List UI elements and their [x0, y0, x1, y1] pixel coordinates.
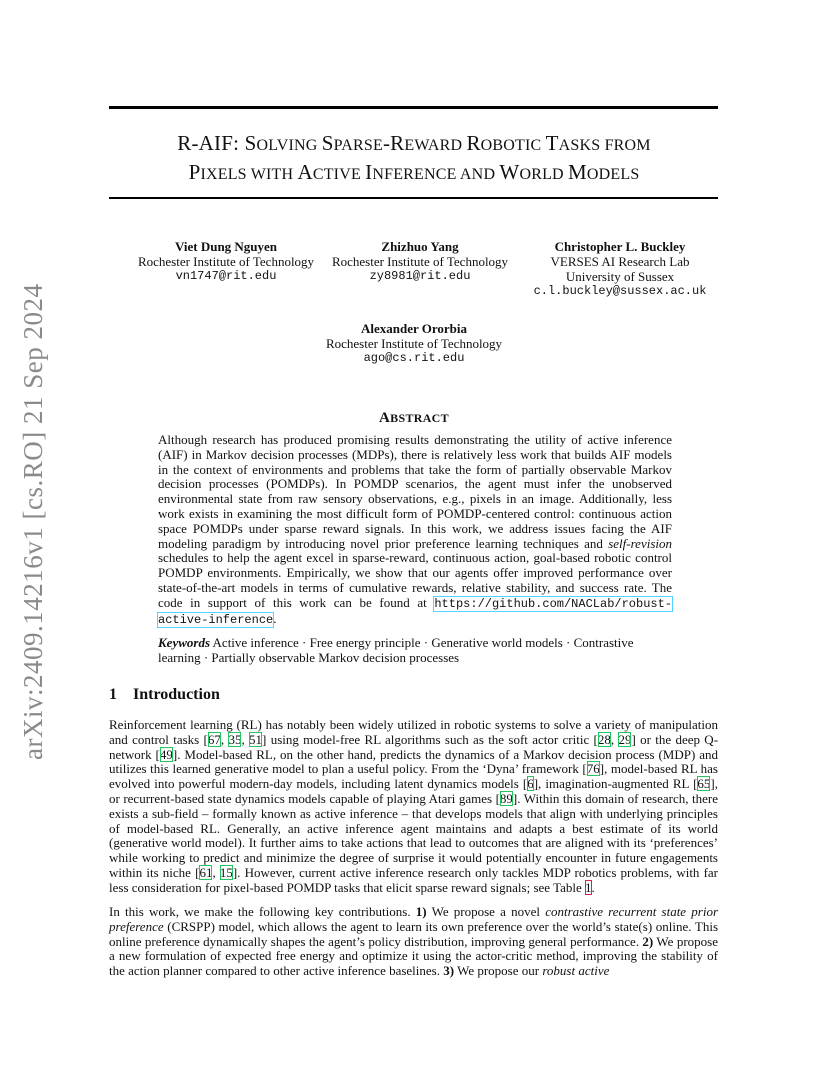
keywords [158, 635, 672, 665]
arxiv-identifier-stamp: arXiv:2409.14216v1 [cs.RO] 21 Sep 2024 [18, 283, 48, 760]
author-block [320, 239, 520, 284]
author-name: Zhizhuo Yang [381, 239, 459, 254]
citation-link[interactable]: 51 [249, 731, 263, 747]
title-line-2: PIXELS WITH ACTIVE INFERENCE AND WORLD MODELS [188, 160, 640, 184]
table-reference-link[interactable]: 1 [585, 879, 592, 895]
author-name: Alexander Ororbia [360, 321, 468, 336]
author-affiliation: Rochester Institute of Technology [325, 336, 503, 351]
author-name: Viet Dung Nguyen [174, 239, 278, 254]
citation-link[interactable]: 76 [586, 761, 600, 777]
citation-link[interactable]: 49 [159, 746, 173, 762]
author-block [110, 239, 342, 284]
author-email[interactable]: vn1747@rit.edu [175, 269, 277, 283]
section-heading: 1 Introduction [109, 686, 220, 703]
citation-link[interactable]: 6 [527, 776, 534, 792]
citation-link[interactable]: 61 [199, 864, 213, 880]
author-block [520, 239, 720, 299]
code-repo-link[interactable]: https://github.com/NACLab/robust-active-inference [158, 596, 672, 627]
author-email[interactable]: ago@cs.rit.edu [363, 351, 465, 365]
abstract-heading: ABSTRACT [379, 410, 449, 426]
author-affiliation: University of Sussex [565, 269, 675, 284]
citation-link[interactable]: 15 [219, 864, 233, 880]
citation-link[interactable]: 89 [499, 790, 513, 806]
author-affiliation: Rochester Institute of Technology [137, 254, 315, 269]
title-top-rule [109, 106, 718, 109]
author-affiliation: VERSES AI Research Lab [550, 254, 690, 269]
citation-link[interactable]: 67 [207, 731, 221, 747]
keywords-label: Keywords [158, 635, 210, 650]
keywords-list: Active inference · Free energy principle · Generative world models · Contrastive learning · Partially observable Markov decision processes [158, 635, 634, 665]
citation-link[interactable]: 29 [618, 731, 632, 747]
citation-link[interactable]: 65 [697, 776, 711, 792]
title-line-1: R-AIF: SOLVING SPARSE-REWARD ROBOTIC TASKS FROM [177, 131, 651, 155]
author-affiliation: Rochester Institute of Technology [331, 254, 509, 269]
citation-link[interactable]: 35 [228, 731, 242, 747]
author-email[interactable]: c.l.buckley@sussex.ac.uk [533, 284, 707, 298]
author-block [300, 321, 528, 366]
author-name: Christopher L. Buckley [554, 239, 686, 254]
title-bottom-rule [109, 197, 718, 199]
author-email[interactable]: zy8981@rit.edu [369, 269, 471, 283]
citation-link[interactable]: 28 [597, 731, 611, 747]
intro-paragraph-2: In this work, we make the following key contributions. 1) We propose a novel contrastive recurrent state prior preference (CRSPP) model, which allows the agent to learn its own preference over the world’s state(s) online. This online preference dynamically shapes the agent’s policy distribution, improving general performance. 2) We propose a new formulation of expected free energy and optimize it using the actor-critic method, improving the stability of the action planner compared to other active inference baselines. 3) We propose our robust active [109, 904, 719, 979]
intro-paragraph-1: Reinforcement learning (RL) has notably been widely utilized in robotic systems to solve a variety of manipulation and control tasks [67, 35, 51] using model-free RL algorithms such as the soft actor critic [28, 29] or the deep Q-network [49]. Model-based RL, on the other hand, predicts the dynamics of a Markov decision process (MDP) and utilizes this learned generative model to plan a useful policy. From the ‘Dyna’ framework [76], model-based RL has evolved into powerful modern-day models, including latent dynamics models [6], imagination-augmented RL [65], or recurrent-based state dynamics models capable of playing Atari games [89]. Within this domain of research, there exists a sub-field – formally known as active inference – that develops models that align with underlying principles of model-based RL. Generally, an active inference agent maintains and adapts a best estimate of its world (generative world model). It further aims to take actions that lead to outcomes that are aligned with its ‘preferences’ while working to predict and minimize the degree of surprise it would potentially encounter in future engagements within its niche [61, 15]. However, current active inference research only tackles MDP robotics problems, with far less consideration for pixel-based POMDP tasks that elicit sparse reward signals; see Table 1. [109, 717, 719, 895]
abstract-text: Although research has produced promising results demonstrating the utility of active inference (AIF) in Markov decision processes (MDPs), there is relatively less work that builds AIF models in the context of environments and problems that take the form of partially observable Markov decision processes (POMDPs). In POMDP scenarios, the agent must infer the unobserved environmental state from raw sensory observations, e.g., pixels in an image. Additionally, less work exists in examining the most difficult form of POMDP-centered control: continuous action space POMDPs under sparse reward signals. In this work, we address issues facing the AIF modeling paradigm by introducing novel prior preference learning techniques and self-revision schedules to help the agent excel in sparse-reward, continuous action, goal-based robotic control POMDP environments. Empirically, we show that our agents offer improved performance over state-of-the-art models in terms of cumulative rewards, relative stability, and success rate. The code in support of this work can be found at https://github.com/NACLab/robust-active-inference. [158, 432, 672, 627]
paper-title [100, 130, 728, 188]
